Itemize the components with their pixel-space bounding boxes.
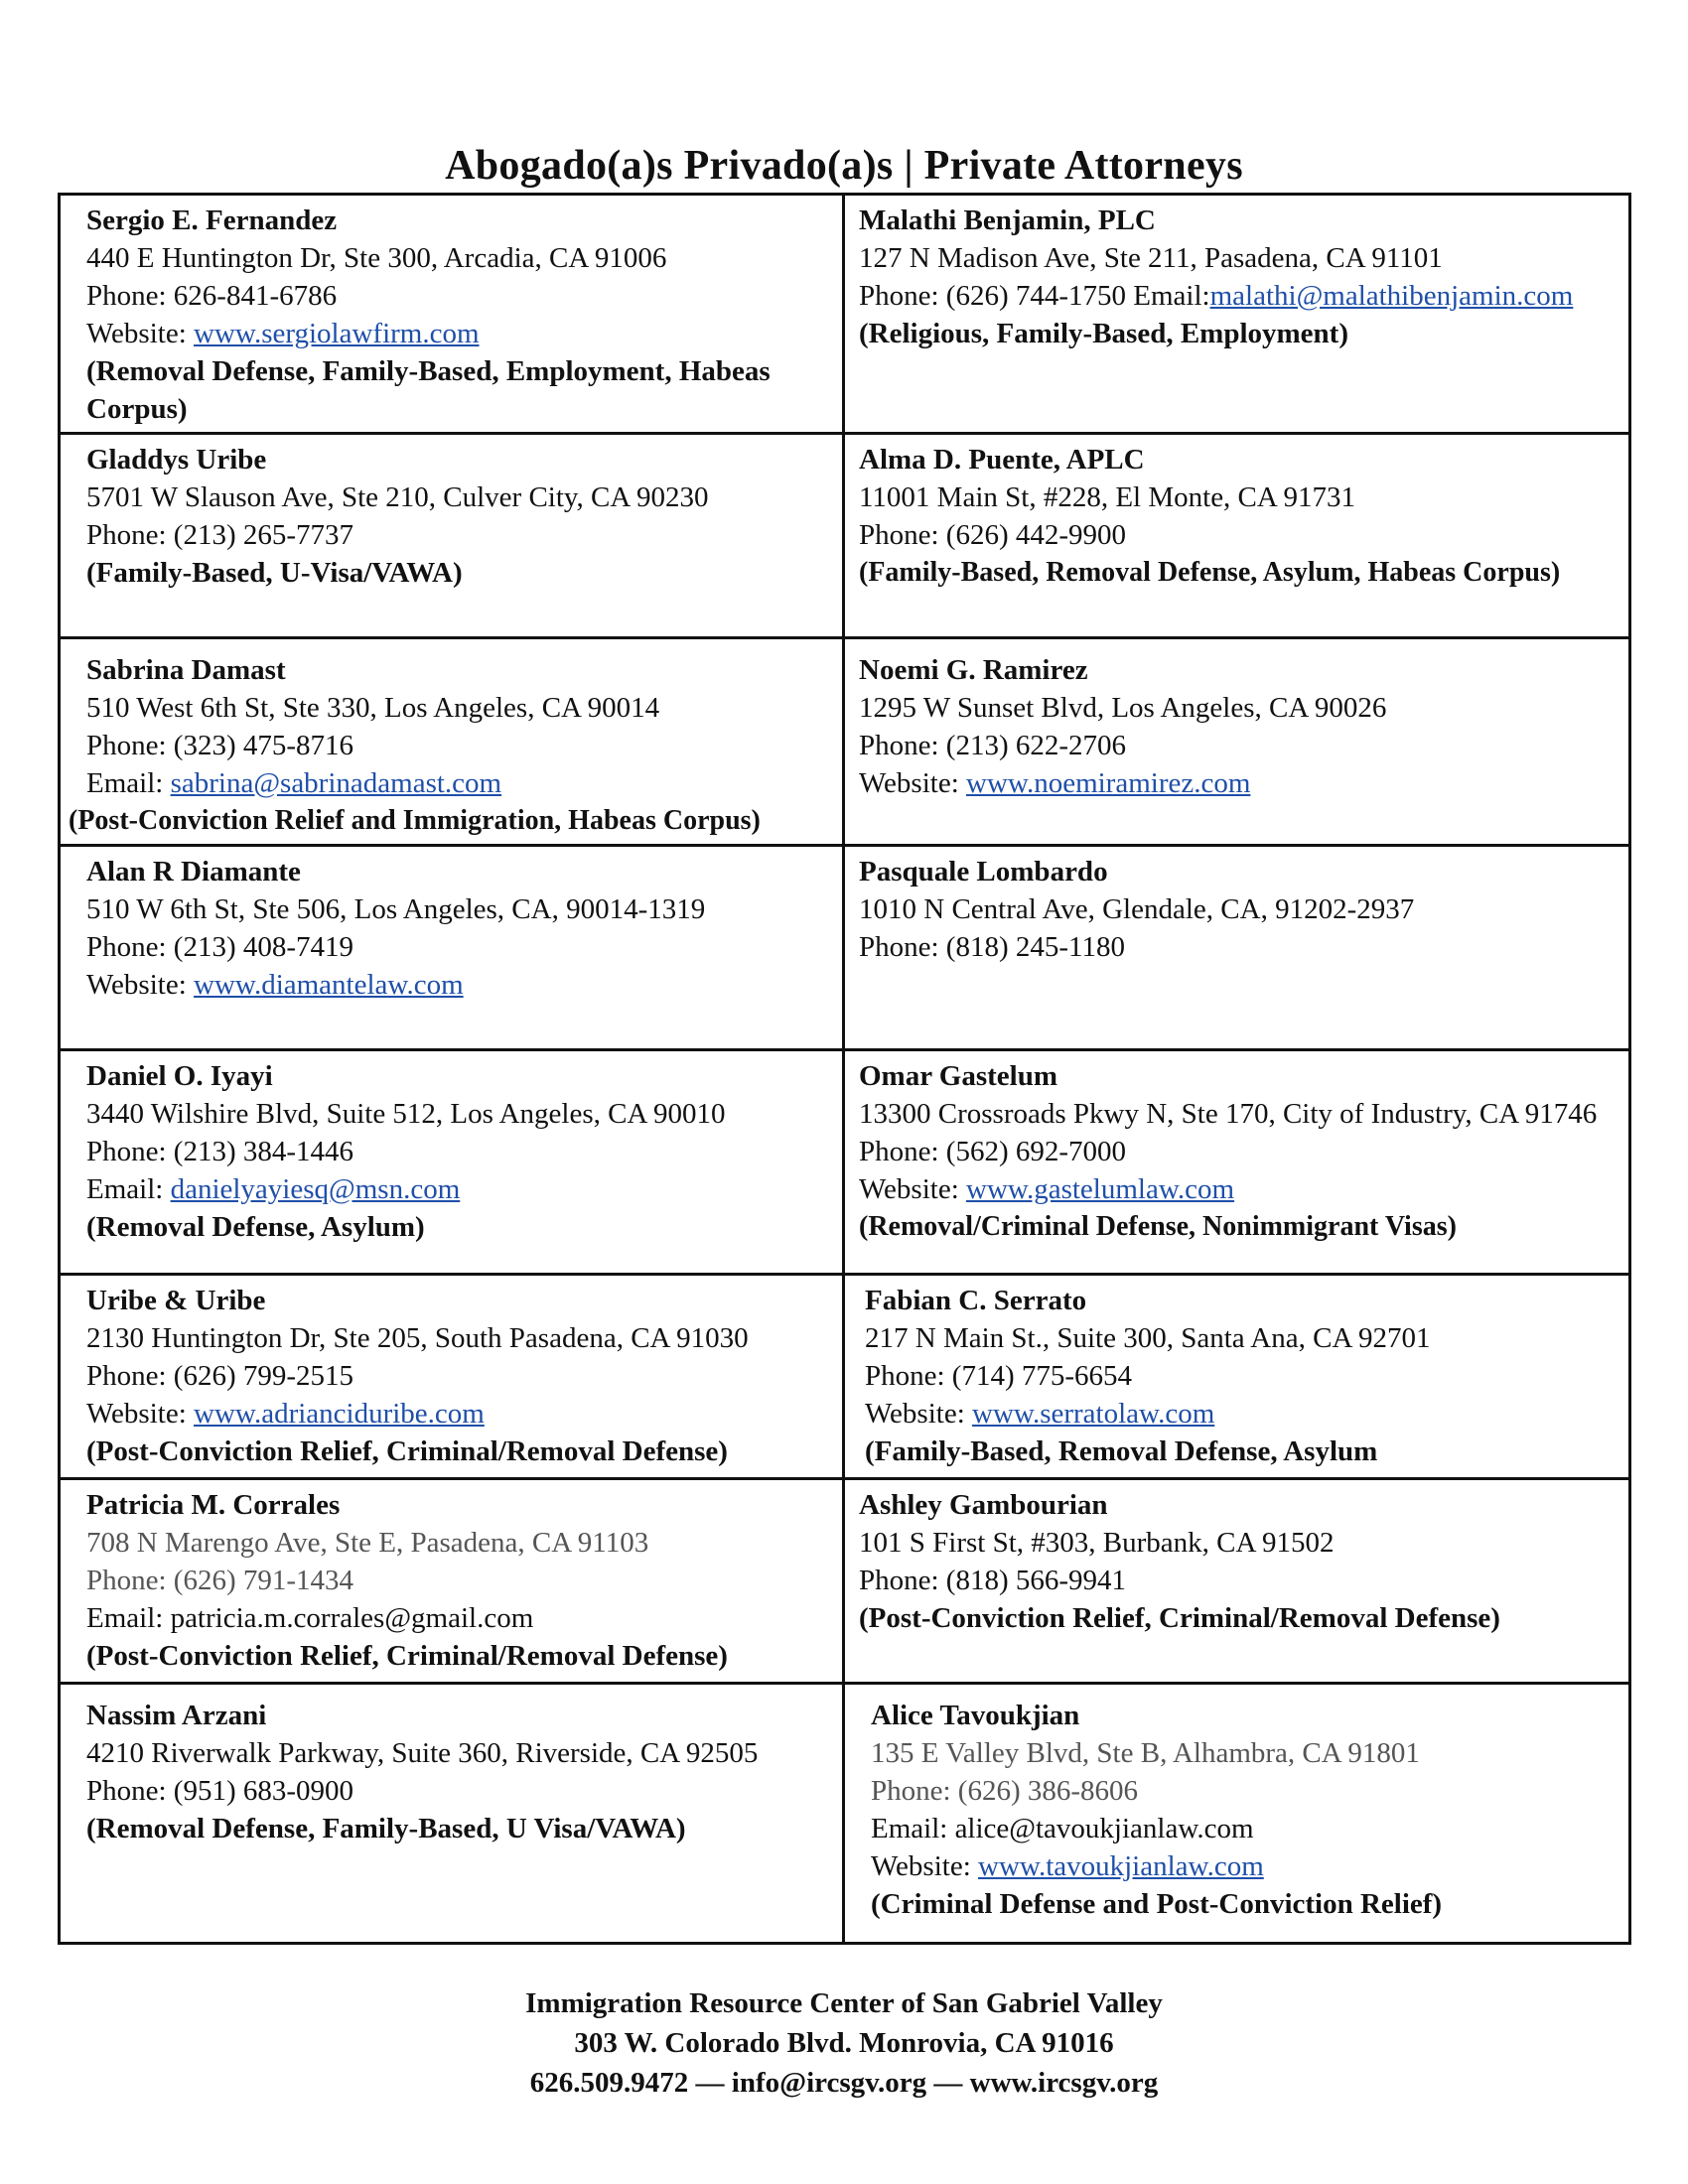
- table-row: [60, 1479, 1630, 1684]
- attorney-address: 5701 W Slauson Ave, Ste 210, Culver City, CA 90230: [86, 481, 709, 513]
- attorney-name: Sabrina Damast: [86, 654, 286, 686]
- attorney-address: 11001 Main St, #228, El Monte, CA 91731: [859, 481, 1355, 513]
- attorney-name: Patricia M. Corrales: [86, 1489, 341, 1521]
- attorney-address: 217 N Main St., Suite 300, Santa Ana, CA 92701: [865, 1322, 1431, 1354]
- email-link[interactable]: malathi@malathibenjamin.com: [1209, 280, 1574, 312]
- attorney-address: 1010 N Central Ave, Glendale, CA, 91202-2937: [859, 893, 1415, 925]
- attorney-email-row: [86, 764, 832, 802]
- email-link[interactable]: danielyayiesq@msn.com: [170, 1173, 461, 1205]
- attorney-specialty: (Post-Conviction Relief, Criminal/Removal Defense): [86, 1435, 728, 1467]
- attorney-card: [60, 434, 844, 638]
- attorney-phone: Phone: 626-841-6786: [86, 280, 338, 312]
- website-label: Website:: [86, 318, 194, 349]
- attorney-address: 13300 Crossroads Pkwy N, Ste 170, City of Industry, CA 91746: [859, 1098, 1598, 1130]
- attorney-address: 4210 Riverwalk Parkway, Suite 360, Riverside, CA 92505: [86, 1737, 759, 1769]
- attorney-card: [844, 1479, 1630, 1684]
- attorney-card: [844, 1684, 1630, 1944]
- attorney-card: [60, 638, 844, 846]
- website-label: Website:: [859, 767, 966, 799]
- website-link[interactable]: www.adrianciduribe.com: [194, 1398, 485, 1430]
- attorney-address: 127 N Madison Ave, Ste 211, Pasadena, CA 91101: [859, 242, 1443, 274]
- attorney-website-row: [859, 1170, 1618, 1208]
- attorney-phone: Phone: (951) 683-0900: [86, 1775, 354, 1807]
- attorney-name: Daniel O. Iyayi: [86, 1060, 273, 1092]
- attorney-specialty: (Removal Defense, Family-Based, Employment, Habeas Corpus): [86, 355, 771, 425]
- attorney-specialty: (Post-Conviction Relief, Criminal/Removal Defense): [86, 1640, 728, 1672]
- attorney-specialty: (Criminal Defense and Post-Conviction Relief): [871, 1888, 1443, 1920]
- attorney-website-row: [86, 966, 832, 1004]
- attorney-address: 3440 Wilshire Blvd, Suite 512, Los Angeles, CA 90010: [86, 1098, 726, 1130]
- website-link[interactable]: www.sergiolawfirm.com: [194, 318, 480, 349]
- website-link[interactable]: www.noemiramirez.com: [966, 767, 1251, 799]
- attorney-specialty: (Family-Based, Removal Defense, Asylum: [865, 1435, 1378, 1467]
- page-title: Abogado(a)s Privado(a)s | Private Attorneys: [445, 143, 1243, 189]
- attorney-specialty: (Post-Conviction Relief, Criminal/Removal Defense): [859, 1602, 1500, 1634]
- attorney-card: [844, 195, 1630, 434]
- footer-address: 303 W. Colorado Blvd. Monrovia, CA 91016: [574, 2027, 1114, 2059]
- attorney-website-row: [871, 1847, 1618, 1885]
- website-label: Website:: [865, 1398, 972, 1430]
- attorney-address: 440 E Huntington Dr, Ste 300, Arcadia, CA 91006: [86, 242, 667, 274]
- attorney-email: Email: alice@tavoukjianlaw.com: [871, 1813, 1254, 1844]
- attorney-phone: Phone: (626) 744-1750 Email:: [859, 280, 1210, 312]
- footer: [0, 1983, 1688, 2103]
- attorney-address: 510 West 6th St, Ste 330, Los Angeles, CA 90014: [86, 692, 660, 724]
- attorney-card: [60, 846, 844, 1050]
- table-row: [60, 434, 1630, 638]
- attorney-specialty: (Post-Conviction Relief and Immigration, Habeas Corpus): [69, 805, 761, 836]
- attorney-name: Alma D. Puente, APLC: [859, 444, 1145, 476]
- attorney-name: Nassim Arzani: [86, 1700, 267, 1731]
- attorney-card: [844, 638, 1630, 846]
- attorney-address: 1295 W Sunset Blvd, Los Angeles, CA 90026: [859, 692, 1387, 724]
- table-row: [60, 1275, 1630, 1479]
- table-row: [60, 195, 1630, 434]
- attorney-phone: Phone: (818) 245-1180: [859, 931, 1125, 963]
- attorney-phone: Phone: (213) 622-2706: [859, 730, 1127, 761]
- website-link[interactable]: www.diamantelaw.com: [194, 969, 464, 1001]
- attorney-address: 2130 Huntington Dr, Ste 205, South Pasadena, CA 91030: [86, 1322, 749, 1354]
- attorney-phone-email-row: [859, 277, 1618, 315]
- attorney-phone: Phone: (626) 799-2515: [86, 1360, 354, 1392]
- attorney-phone: Phone: (626) 386-8606: [871, 1775, 1139, 1807]
- attorney-address: 510 W 6th St, Ste 506, Los Angeles, CA, 90014-1319: [86, 893, 706, 925]
- attorney-phone: Phone: (626) 791-1434: [86, 1565, 354, 1596]
- attorney-name: Gladdys Uribe: [86, 444, 267, 476]
- email-label: Email:: [86, 767, 171, 799]
- attorney-name: Uribe & Uribe: [86, 1285, 266, 1316]
- attorney-email: Email: patricia.m.corrales@gmail.com: [86, 1602, 534, 1634]
- attorney-email-row: [86, 1170, 832, 1208]
- attorney-table: [58, 193, 1631, 1945]
- website-link[interactable]: www.gastelumlaw.com: [966, 1173, 1235, 1205]
- attorney-card: [60, 1050, 844, 1275]
- attorney-name: Sergio E. Fernandez: [86, 205, 338, 236]
- attorney-name: Alan R Diamante: [86, 856, 301, 887]
- attorney-card: [60, 1479, 844, 1684]
- attorney-name: Malathi Benjamin, PLC: [859, 205, 1156, 236]
- attorney-card: [60, 1275, 844, 1479]
- attorney-website-row: [86, 315, 832, 352]
- footer-org: Immigration Resource Center of San Gabriel Valley: [525, 1987, 1163, 2019]
- attorney-website-row: [86, 1395, 832, 1433]
- attorney-specialty: (Family-Based, U-Visa/VAWA): [86, 557, 463, 589]
- attorney-specialty: (Removal Defense, Family-Based, U Visa/VAWA): [86, 1813, 686, 1844]
- attorney-website-row: [859, 764, 1618, 802]
- attorney-address: 101 S First St, #303, Burbank, CA 91502: [859, 1527, 1335, 1559]
- attorney-card: [844, 434, 1630, 638]
- website-label: Website:: [871, 1850, 978, 1882]
- footer-contact: 626.509.9472 — info@ircsgv.org — www.ircsgv.org: [529, 2067, 1159, 2099]
- table-row: [60, 638, 1630, 846]
- attorney-address: 135 E Valley Blvd, Ste B, Alhambra, CA 91801: [871, 1737, 1420, 1769]
- attorney-card: [60, 195, 844, 434]
- attorney-card: [844, 1050, 1630, 1275]
- website-label: Website:: [859, 1173, 966, 1205]
- table-row: [60, 1050, 1630, 1275]
- attorney-name: Pasquale Lombardo: [859, 856, 1108, 887]
- attorney-phone: Phone: (323) 475-8716: [86, 730, 354, 761]
- attorney-name: Ashley Gambourian: [859, 1489, 1108, 1521]
- website-label: Website:: [86, 1398, 194, 1430]
- attorney-phone: Phone: (213) 408-7419: [86, 931, 354, 963]
- attorney-phone: Phone: (562) 692-7000: [859, 1136, 1127, 1167]
- attorney-card: [844, 1275, 1630, 1479]
- table-row: [60, 1684, 1630, 1944]
- attorney-phone: Phone: (818) 566-9941: [859, 1565, 1127, 1596]
- website-label: Website:: [86, 969, 194, 1001]
- attorney-card: [844, 846, 1630, 1050]
- attorney-phone: Phone: (714) 775-6654: [865, 1360, 1133, 1392]
- attorney-card: [60, 1684, 844, 1944]
- attorney-name: Fabian C. Serrato: [865, 1285, 1087, 1316]
- attorney-specialty: (Removal Defense, Asylum): [86, 1211, 425, 1243]
- attorney-phone: Phone: (213) 384-1446: [86, 1136, 354, 1167]
- website-link[interactable]: www.tavoukjianlaw.com: [978, 1850, 1264, 1882]
- attorney-specialty: (Removal/Criminal Defense, Nonimmigrant Visas): [859, 1211, 1457, 1242]
- attorney-name: Omar Gastelum: [859, 1060, 1058, 1092]
- email-label: Email:: [86, 1173, 171, 1205]
- table-row: [60, 846, 1630, 1050]
- attorney-phone: Phone: (626) 442-9900: [859, 519, 1127, 551]
- attorney-website-row: [865, 1395, 1618, 1433]
- attorney-specialty: (Religious, Family-Based, Employment): [859, 318, 1348, 349]
- attorney-specialty: (Family-Based, Removal Defense, Asylum, Habeas Corpus): [859, 557, 1561, 588]
- website-link[interactable]: www.serratolaw.com: [972, 1398, 1215, 1430]
- attorney-name: Alice Tavoukjian: [871, 1700, 1080, 1731]
- attorney-address: 708 N Marengo Ave, Ste E, Pasadena, CA 91103: [86, 1527, 649, 1559]
- email-link[interactable]: sabrina@sabrinadamast.com: [170, 767, 502, 799]
- attorney-phone: Phone: (213) 265-7737: [86, 519, 354, 551]
- attorney-name: Noemi G. Ramirez: [859, 654, 1088, 686]
